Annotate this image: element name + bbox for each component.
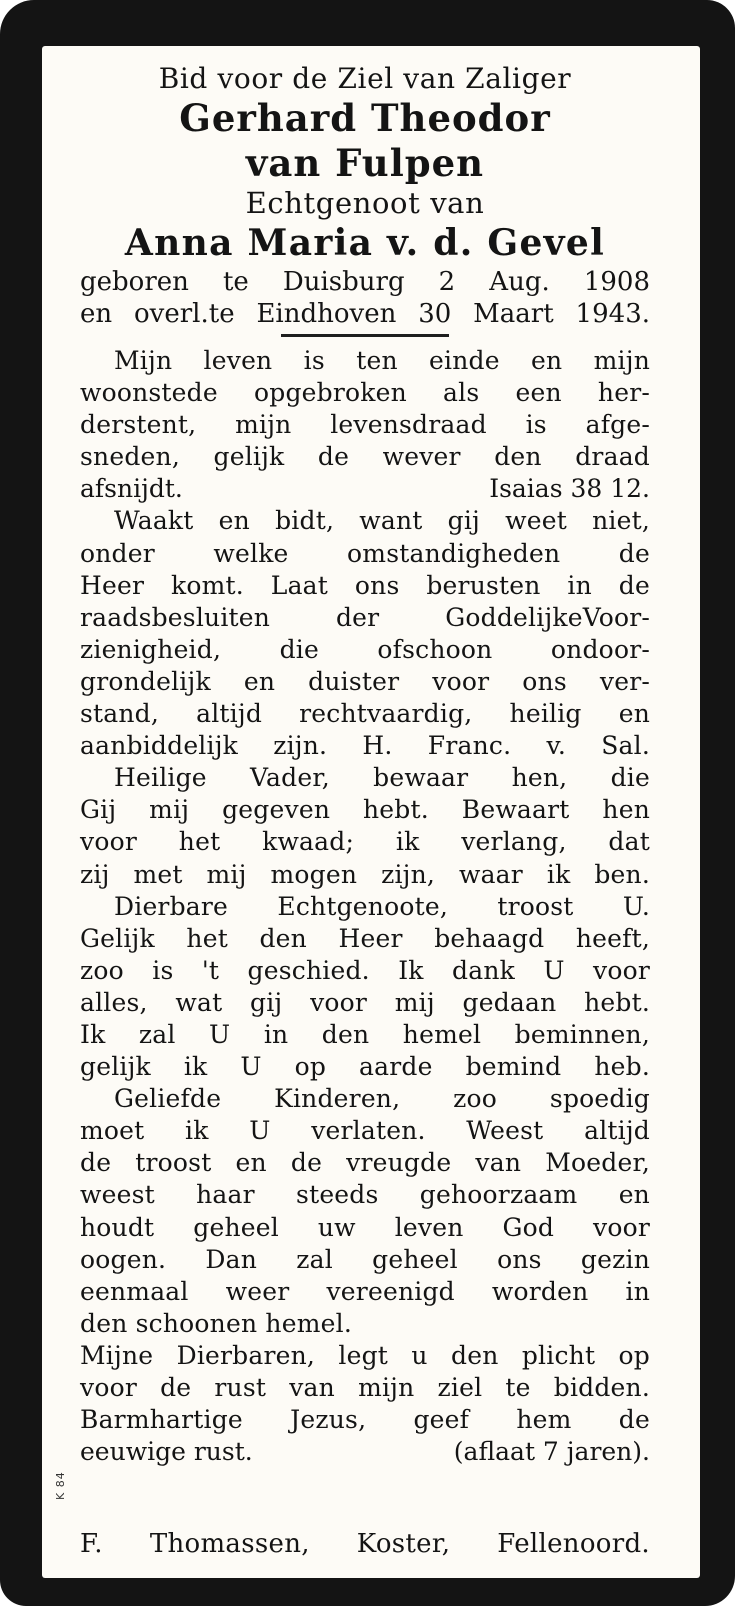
verse-line: gelijk ik U op aarde bemind heb. <box>80 1052 650 1082</box>
birth-line: geboren te Duisburg 2 Aug. 1908 <box>80 267 650 297</box>
verse-line: onder welke omstandigheden de <box>80 538 650 568</box>
verse-line: raadsbesluiten der GoddelijkeVoor- <box>80 602 650 632</box>
verse-line: Ik zal U in den hemel beminnen, <box>80 1019 650 1049</box>
verse-line: oogen. Dan zal geheel ons gezin <box>80 1244 650 1274</box>
verse-line: sneden, gelijk de wever den draad <box>80 442 650 472</box>
verse-line: Barmhartige Jezus, geef hem de <box>80 1405 650 1435</box>
verse-line: voor het kwaad; ik verlang, dat <box>80 827 650 857</box>
verse-line: Gij mij gegeven hebt. Bewaart hen <box>80 795 650 825</box>
verse-line: zoo is 't geschied. Ik dank U voor <box>80 955 650 985</box>
verse-line: woonstede opgebroken als een her- <box>80 378 650 408</box>
verse-line: afsnijdt. <box>80 474 183 504</box>
verse-line: houdt geheel uw leven God voor <box>80 1212 650 1242</box>
verse-line: Dierbare Echtgenoote, troost U. <box>114 891 650 921</box>
verse-line: eeuwige rust. <box>80 1437 253 1467</box>
prayer-intro: Bid voor de Ziel van Zaliger <box>158 62 572 95</box>
scripture-reference: Isaias 38 12. <box>489 474 650 504</box>
verse-line: den schoonen hemel. <box>80 1308 352 1338</box>
verse-line: aanbiddelijk zijn. H. Franc. v. Sal. <box>80 731 650 761</box>
printer-credit: F. Thomassen, Koster, Fellenoord. <box>80 1529 650 1559</box>
verse-line: eenmaal weer vereenigd worden in <box>80 1276 650 1306</box>
verse-line: Heilige Vader, bewaar hen, die <box>114 763 650 793</box>
divider-rule <box>281 334 449 337</box>
verse-line: Mijn leven is ten einde en mijn <box>114 346 650 375</box>
deceased-name-line2: van Fulpen <box>245 141 485 185</box>
print-code: K 84 <box>54 1471 67 1500</box>
verse-line: zij met mij mogen zijn, waar ik ben. <box>80 859 650 889</box>
verse-line: Heer komt. Laat ons berusten in de <box>80 570 650 600</box>
verse-text <box>80 345 650 1468</box>
verse-line: alles, wat gij voor mij gedaan hebt. <box>80 987 650 1017</box>
verse-line: Waakt en bidt, want gij weet niet, <box>114 506 650 536</box>
verse-line: derstent, mijn levensdraad is afge- <box>80 410 650 440</box>
verse-reference-row <box>80 473 650 505</box>
card-content <box>80 62 650 1468</box>
verse-line: moet ik U verlaten. Weest altijd <box>80 1116 650 1146</box>
spouse-name: Anna Maria v. d. Gevel <box>124 222 606 264</box>
verse-line: grondelijk en duister voor ons ver- <box>80 666 650 696</box>
indulgence-note: (aflaat 7 jaren). <box>453 1437 650 1467</box>
verse-line: stand, altijd rechtvaardig, heilig en <box>80 699 650 729</box>
verse-line: zienigheid, die ofschoon ondoor- <box>80 634 650 664</box>
life-dates <box>80 266 650 330</box>
verse-line: Gelijk het den Heer behaagd heeft, <box>80 923 650 953</box>
verse-line: Mijne Dierbaren, legt u den plicht op <box>80 1340 650 1370</box>
indulgence-row <box>80 1436 650 1468</box>
verse-line: voor de rust van mijn ziel te bidden. <box>80 1373 650 1402</box>
verse-line: de troost en de vreugde van Moeder, <box>80 1148 650 1178</box>
deceased-name-line1: Gerhard Theodor <box>179 96 551 140</box>
spouse-label: Echtgenoot van <box>245 186 485 220</box>
death-line: en overl.te Eindhoven 30 Maart 1943. <box>80 299 650 329</box>
verse-line: weest haar steeds gehoorzaam en <box>80 1180 650 1210</box>
verse-line: Geliefde Kinderen, zoo spoedig <box>114 1084 650 1114</box>
